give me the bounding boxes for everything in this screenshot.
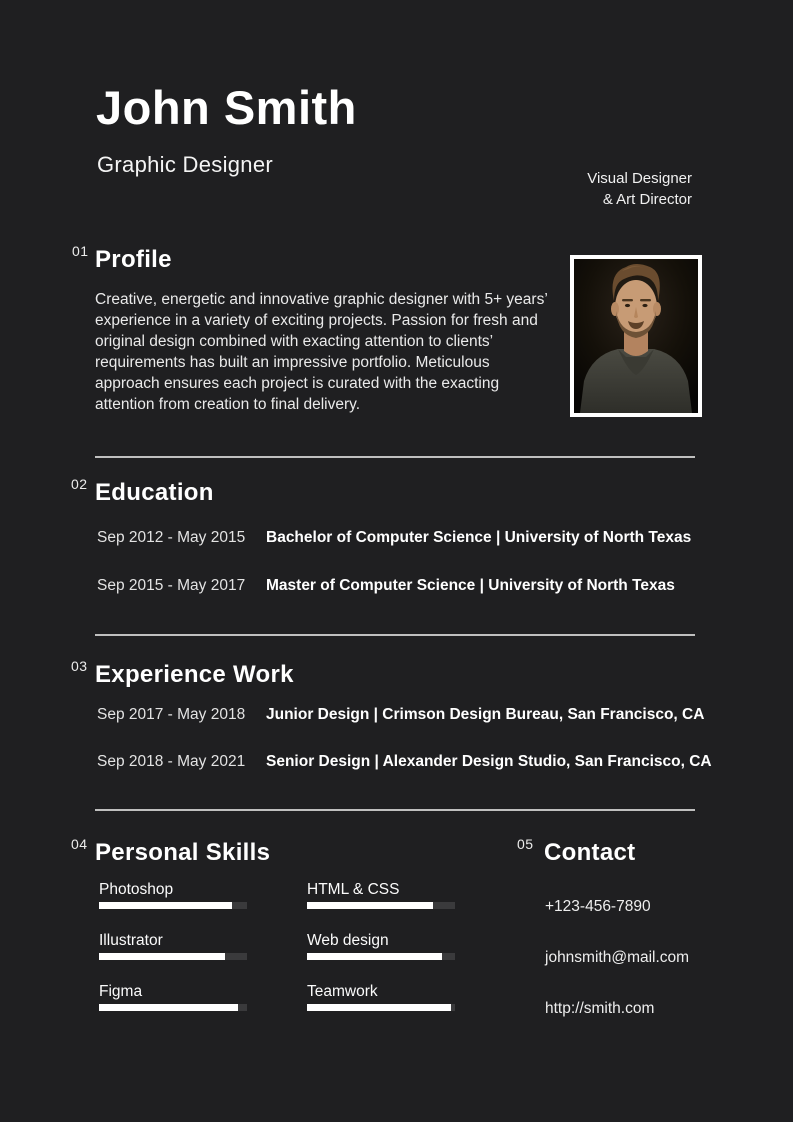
skill-bar-fill <box>307 953 442 960</box>
skill-item <box>99 983 247 1011</box>
education-detail: Bachelor of Computer Science | University of North Texas <box>266 529 692 546</box>
portrait-photo-illustration <box>574 259 698 413</box>
skill-item <box>307 881 455 909</box>
profile-section-number: 01 <box>72 243 89 259</box>
skill-label: Photoshop <box>99 881 174 898</box>
person-role: Graphic Designer <box>97 152 273 177</box>
skill-bar-fill <box>99 1004 238 1011</box>
contact-section-title: Contact <box>544 839 636 866</box>
education-row <box>97 577 737 595</box>
tagline <box>587 168 692 210</box>
education-row <box>97 529 737 547</box>
skill-bar-fill <box>99 953 225 960</box>
skill-bar-fill <box>99 902 232 909</box>
skill-bar <box>307 1004 455 1011</box>
skill-bar <box>307 953 455 960</box>
divider <box>95 634 695 636</box>
person-name: John Smith <box>96 81 357 134</box>
contact-section-number: 05 <box>517 836 534 852</box>
skill-label: Teamwork <box>307 983 378 1000</box>
skills-section-number: 04 <box>71 836 88 852</box>
experience-row <box>97 706 737 724</box>
divider <box>95 456 695 458</box>
portrait-photo <box>570 255 702 417</box>
education-dates: Sep 2015 - May 2017 <box>97 577 246 594</box>
skill-bar-fill <box>307 902 433 909</box>
education-dates: Sep 2012 - May 2015 <box>97 529 246 546</box>
skill-bar <box>99 1004 247 1011</box>
skill-item <box>307 932 455 960</box>
skill-label: HTML & CSS <box>307 881 400 898</box>
experience-row <box>97 753 737 771</box>
skill-item <box>307 983 455 1011</box>
experience-detail: Senior Design | Alexander Design Studio, San Francisco, CA <box>266 753 712 770</box>
contact-list <box>545 898 689 1018</box>
skill-label: Illustrator <box>99 932 163 949</box>
skill-item <box>99 881 247 909</box>
skills-section-title: Personal Skills <box>95 839 271 866</box>
skill-bar <box>99 902 247 909</box>
skill-label: Web design <box>307 932 389 949</box>
skill-label: Figma <box>99 983 143 1000</box>
profile-text: Creative, energetic and innovative graphic designer with 5+ years’ experience in a variety of exciting projects. Passion for fresh and original design combined with exacting attention to clients’ requirements has built an impressive portfolio. Meticulous approach ensures each project is curated with the exacting attention from creation to final delivery. <box>95 291 548 413</box>
education-section-number: 02 <box>71 476 88 492</box>
experience-dates: Sep 2018 - May 2021 <box>97 753 246 770</box>
skill-bar <box>99 953 247 960</box>
contact-website: http://smith.com <box>545 1000 655 1017</box>
divider <box>95 809 695 811</box>
education-section-title: Education <box>95 479 214 506</box>
contact-phone: +123-456-7890 <box>545 898 651 915</box>
tagline-line-2: & Art Director <box>602 191 692 208</box>
experience-section-title: Experience Work <box>95 661 294 688</box>
skill-bar-fill <box>307 1004 451 1011</box>
skills-grid <box>99 881 455 1011</box>
experience-detail: Junior Design | Crimson Design Bureau, San Francisco, CA <box>266 706 705 723</box>
contact-email: johnsmith@mail.com <box>545 949 690 966</box>
skill-bar <box>307 902 455 909</box>
education-detail: Master of Computer Science | University of North Texas <box>266 577 675 594</box>
experience-section-number: 03 <box>71 658 88 674</box>
skill-item <box>99 932 247 960</box>
profile-section-title: Profile <box>95 246 172 273</box>
experience-dates: Sep 2017 - May 2018 <box>97 706 246 723</box>
tagline-line-1: Visual Designer <box>587 170 692 187</box>
